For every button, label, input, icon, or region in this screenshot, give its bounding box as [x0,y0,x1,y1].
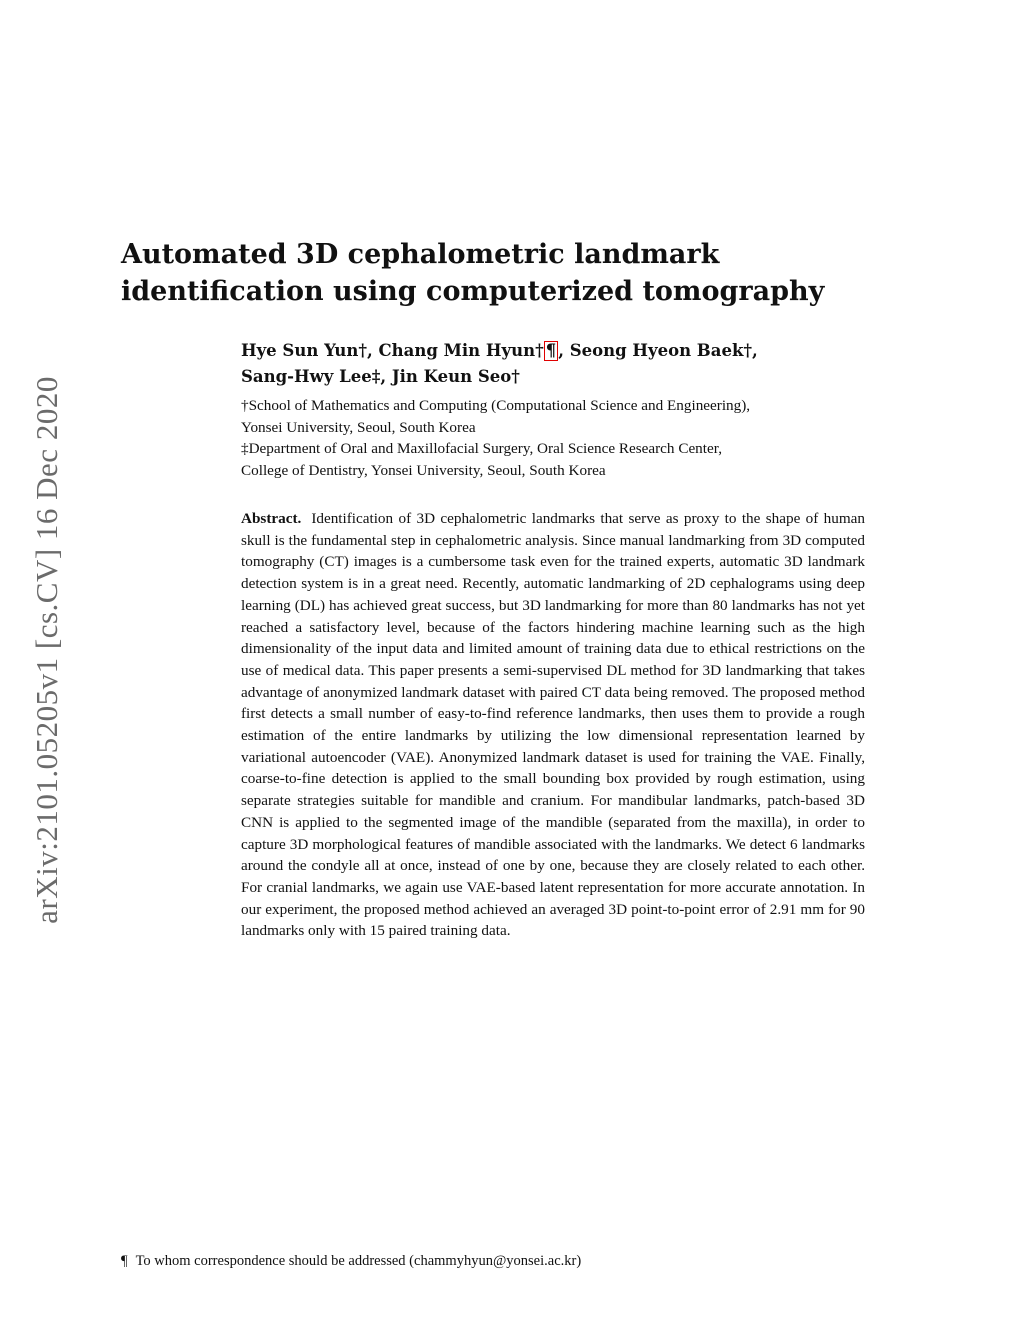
arxiv-identifier[interactable]: arXiv:2101.05205v1 [cs.CV] 16 Dec 2020 [29,376,64,924]
affiliation-line: ‡Department of Oral and Maxillofacial Surgery, Oral Science Research Center, [241,440,722,457]
footnote-mark: ¶ [121,1253,128,1269]
author-list [241,338,881,390]
title-line-1: Automated 3D cephalometric landmark [121,239,720,270]
authors-line-1-end: , Seong Hyeon Baek†, [558,341,758,360]
footnote-text: To whom correspondence should be addressed (chammyhyun@yonsei.ac.kr) [135,1253,582,1269]
paper-title [121,236,881,310]
abstract-label: Abstract. [241,510,302,527]
affiliations [241,395,881,481]
title-line-2: identification using computerized tomography [121,276,825,307]
affiliation-line: Yonsei University, Seoul, South Korea [241,418,476,436]
correspondence-footnote [121,1251,881,1271]
authors-line-2: Sang-Hwy Lee‡, Jin Keun Seo† [241,367,520,386]
authors-line-1 [241,338,881,364]
affiliation-line: College of Dentistry, Yonsei University, Seoul, South Korea [241,461,606,479]
affiliation-line: †School of Mathematics and Computing (Computational Science and Engineering), [241,397,751,414]
abstract-text: Identification of 3D cephalometric landmarks that serve as proxy to the shape of human skull is the fundamental step in cephalometric analysis. Since manual landmarking from 3D computed tomography (CT) images is a cumbersome task even for the trained experts, automatic 3D landmark detection system is in a great need. Recently, automatic landmarking of 2D cephalograms using deep learning (DL) has achieved great success, but 3D landmarking for more than 80 landmarks has not yet reached a satisfactory level, because of the factors hindering machine learning such as the high dimensionality of the input data and limited amount of training data due to ethical restrictions on the use of medical data. This paper presents a semi-supervised DL method for 3D landmarking that takes advantage of anonymized landmark dataset with paired CT data being removed. The proposed method first detects a small number of easy-to-find reference landmarks, then uses them to provide a rough estimation of the entire landmarks by utilizing the low dimensional representation learned by variational autoencoder (VAE). Anonymized landmark dataset is used for training the VAE. Finally, coarse-to-fine detection is applied to the small bounding box provided by rough estimation, using separate strategies suitable for mandible and cranium. For mandibular landmarks, patch-based 3D CNN is applied to the segmented image of the mandible (separated from the maxilla), in order to capture 3D morphological features of mandible associated with the landmarks. We detect 6 landmarks around the condyle all at once, instead of one by one, because they are closely related to each other. For cranial landmarks, we again use VAE-based latent representation for more accurate annotation. In our experiment, the proposed method achieved an averaged 3D point-to-point error of 2.91 mm for 90 landmarks only with 15 paired training data. [241,510,865,940]
correspondence-link[interactable]: ¶ [545,341,557,360]
authors-line-1-start: Hye Sun Yun†, Chang Min Hyun† [241,341,544,360]
abstract [241,508,865,942]
